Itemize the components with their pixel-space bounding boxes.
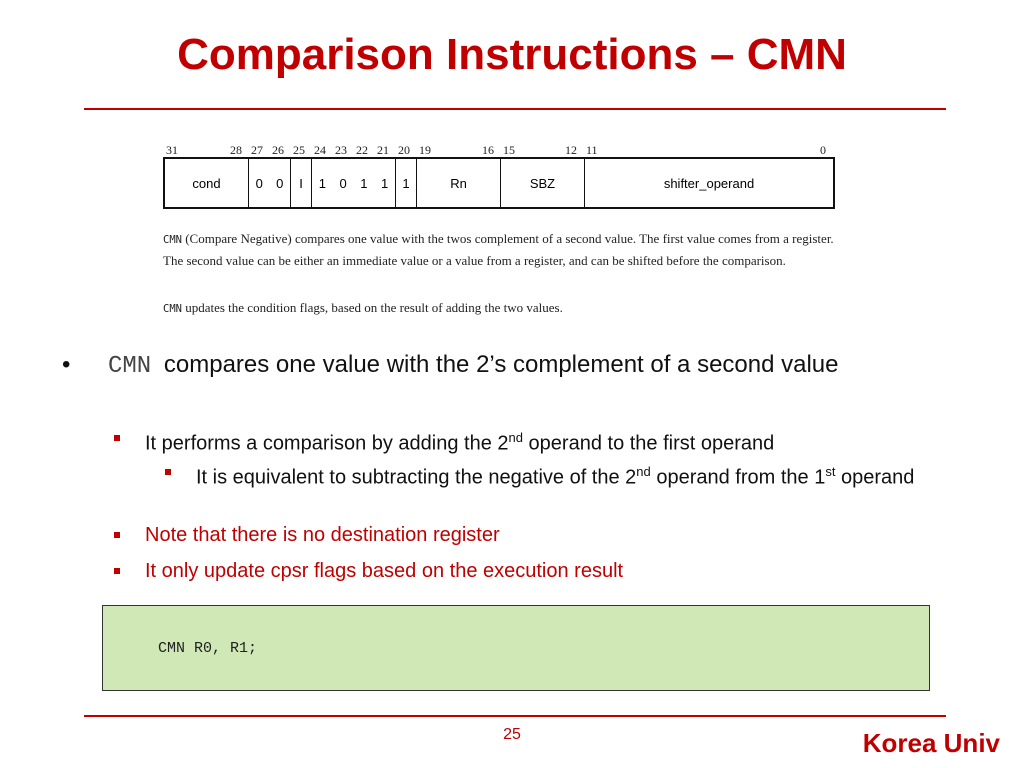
bit-label: 26 <box>272 143 284 157</box>
code-example-box <box>102 605 930 691</box>
bit-label: 28 <box>230 143 242 157</box>
field-bit-24: 1 <box>318 175 326 191</box>
bullet-dot-icon: • <box>62 351 71 378</box>
mnemonic: CMN <box>163 234 182 246</box>
square-bullet-icon <box>114 568 120 574</box>
brand-logo-text: Korea Univ <box>862 728 1000 758</box>
bullet-text: Note that there is no destination register <box>145 524 500 546</box>
bullet-text: It performs a comparison by adding the 2 <box>145 432 509 455</box>
bit-label: 24 <box>314 143 326 157</box>
bullet-text: operand from the 1 <box>650 466 826 489</box>
sub-bullet-1 <box>114 424 944 458</box>
mnemonic: CMN <box>163 303 182 315</box>
bullet-text: operand <box>835 466 915 489</box>
bit-label: 25 <box>293 143 305 157</box>
encoding-description-2 <box>163 298 843 320</box>
square-bullet-icon <box>114 532 120 538</box>
bit-label: 20 <box>398 143 410 157</box>
field-bit-27: 0 <box>255 175 263 191</box>
bullet-text: compares one value with the 2’s complement of a second value <box>163 351 839 378</box>
title-divider <box>84 108 946 110</box>
description-text: updates the condition flags, based on the result of adding the two values. <box>181 300 563 315</box>
square-bullet-icon <box>165 469 171 475</box>
superscript: nd <box>508 430 523 445</box>
field-shifter-operand: shifter_operand <box>663 175 755 191</box>
bit-label: 31 <box>166 143 178 157</box>
field-rn: Rn <box>417 159 501 207</box>
slide-title: Comparison Instructions – CMN <box>177 30 847 79</box>
superscript: nd <box>636 464 651 479</box>
field-bit-21: 1 <box>381 175 389 191</box>
field-i: I <box>291 159 312 207</box>
sub-bullet-3 <box>114 557 944 585</box>
bit-label: 16 <box>482 143 494 157</box>
bullet-text: It only update cpsr flags based on the execution result <box>145 560 624 582</box>
field-cond: cond <box>165 159 249 207</box>
bullet-text: It is equivalent to subtracting the negative of the 2 <box>196 466 637 489</box>
bullet-text: operand to the first operand <box>523 432 775 455</box>
description-text: (Compare Negative) compares one value with the twos complement of a second value. The first value comes from a register. The second value can be either an immediate value or a value from a register, and can be shifted before the comparison. <box>163 231 834 268</box>
field-opcode <box>312 159 396 207</box>
field-bit-22: 1 <box>360 175 368 191</box>
field-bit-23: 0 <box>339 175 347 191</box>
square-bullet-icon <box>114 435 120 441</box>
encoding-field-row <box>163 157 835 209</box>
bit-label: 0 <box>820 143 826 157</box>
bit-label: 23 <box>335 143 347 157</box>
sub-sub-bullet-1 <box>165 458 955 492</box>
footer-divider <box>84 715 946 717</box>
code-line: CMN R0, R1; <box>158 640 258 657</box>
bit-label: 19 <box>419 143 431 157</box>
bit-label: 22 <box>356 143 368 157</box>
bit-label: 11 <box>586 143 598 157</box>
page-number: 25 <box>503 726 521 743</box>
bit-label: 21 <box>377 143 389 157</box>
field-sbz: SBZ <box>501 159 585 207</box>
bit-label: 12 <box>565 143 577 157</box>
bit-label: 27 <box>251 143 263 157</box>
field-bits-27-26 <box>249 159 291 207</box>
sub-bullet-2 <box>114 521 944 549</box>
encoding-description-1 <box>163 229 843 270</box>
field-bit-26: 0 <box>276 175 284 191</box>
superscript: st <box>825 464 836 479</box>
inline-code: CMN <box>108 353 152 380</box>
main-bullet <box>62 348 942 383</box>
bit-label: 15 <box>503 143 515 157</box>
field-s: 1 <box>396 159 417 207</box>
